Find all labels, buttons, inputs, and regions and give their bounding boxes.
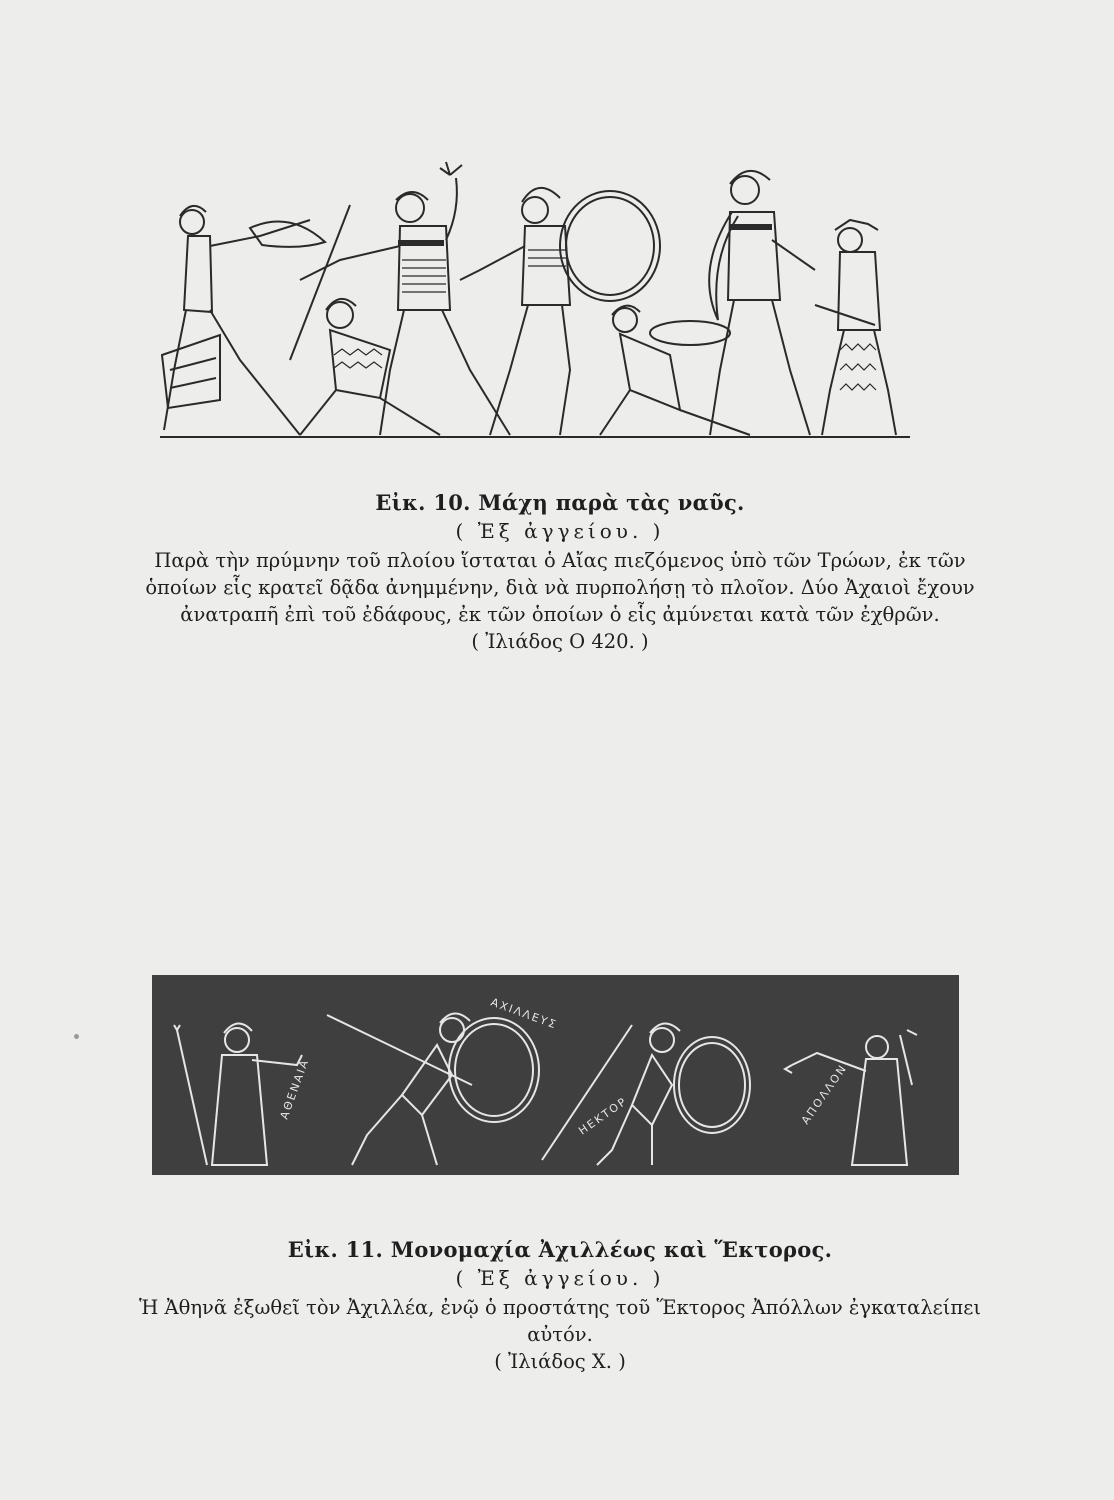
- figure-11-source: ( Ἐξ ἀγγείου. ): [455, 1266, 665, 1290]
- figure-11-caption: [120, 1237, 1000, 1373]
- figure-11-reference: ( Ἰλιάδος Χ. ): [494, 1350, 626, 1373]
- figure-10-title: Εἰκ. 10. Μάχη παρὰ τὰς ναῦς.: [375, 490, 745, 515]
- label-apollon: ΑΠΟΛΛΟΝ: [798, 1061, 850, 1127]
- figure-11-title: Εἰκ. 11. Μονομαχία Ἀχιλλέως καὶ Ἕκτορος.: [287, 1237, 833, 1262]
- figure-10-description: Παρὰ τὴν πρύμνην τοῦ πλοίου ἵσταται ὁ Αἴας πιεζόμενος ὑπὸ τῶν Τρώων, ἐκ τῶν ὁποίων εἷς κρατεῖ δᾷδα ἀνημμένην, διὰ νὰ πυρπολήσῃ τὸ πλοῖον. Δύο Ἀχαιοὶ ἔχουν ἀνατραπῆ ἐπὶ τοῦ ἐδάφους, ἐκ τῶν ὁποίων ὁ εἷς ἀμύνεται κατὰ τῶν ἐχθρῶν.: [145, 549, 975, 626]
- battle-line-drawing: [150, 150, 920, 450]
- vase-band-drawing: [152, 975, 959, 1175]
- label-achilles: ΑΧΙΛΛΕΥΣ: [488, 995, 560, 1032]
- label-hektor: ΗΕΚΤΟΡ: [576, 1094, 630, 1138]
- label-athena: ΑΘΕΝΑΙΑ: [277, 1056, 312, 1122]
- figure-11-description: Ἡ Ἀθηνᾶ ἐξωθεῖ τὸν Ἀχιλλέα, ἐνῷ ὁ προστάτης τοῦ Ἕκτορος Ἀπόλλων ἐγκαταλείπει αὐτόν.: [138, 1296, 981, 1346]
- battle-at-ships-illustration: [150, 150, 920, 450]
- figure-10-source: ( Ἐξ ἀγγείου. ): [455, 519, 665, 543]
- print-speck: [74, 1034, 79, 1039]
- duel-illustration: [152, 975, 959, 1175]
- figure-10-reference: ( Ἰλιάδος Ο 420. ): [471, 630, 649, 653]
- figure-10-caption: [120, 490, 1000, 653]
